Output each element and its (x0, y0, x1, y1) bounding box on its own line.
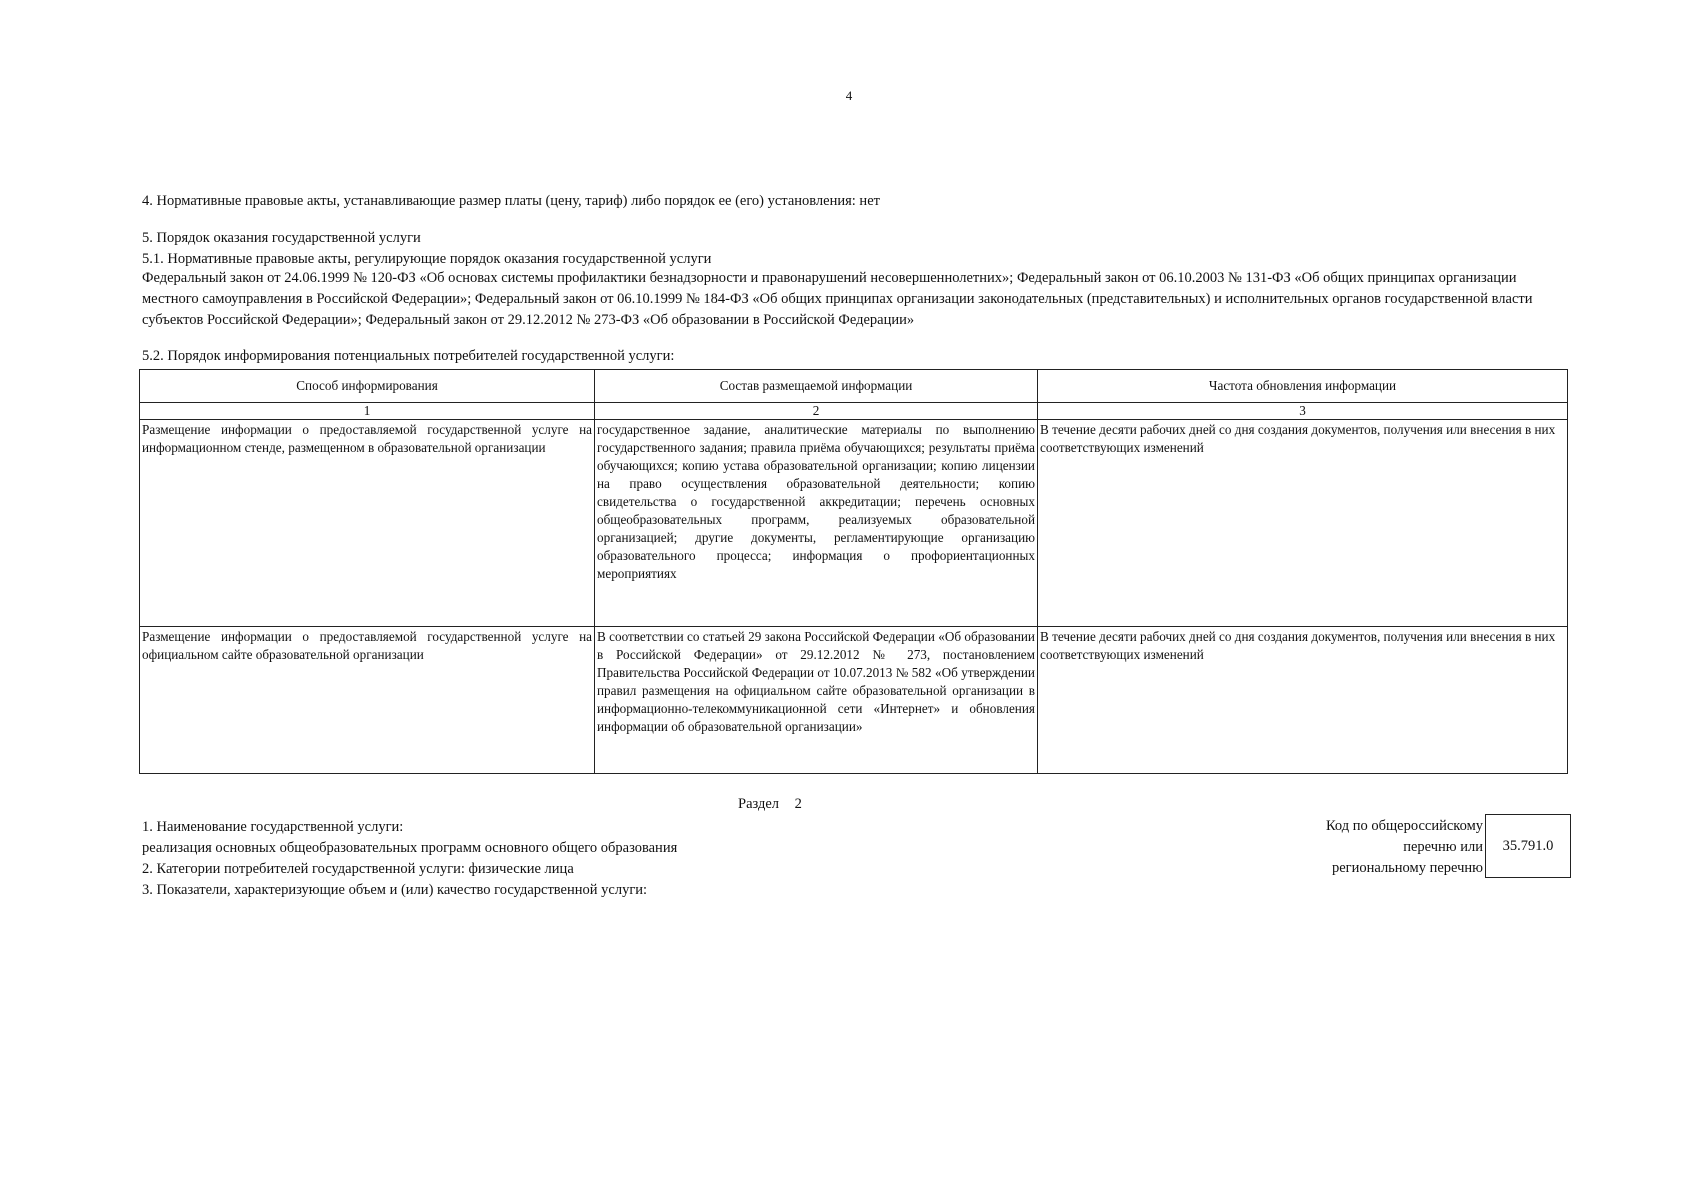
row-frequency: В течение десяти рабочих дней со дня создания документов, получения или внесения в них соответствующих изменений (1038, 627, 1568, 774)
code-label (1326, 816, 1483, 879)
code-label-line: перечню или (1403, 839, 1483, 855)
row-frequency: В течение десяти рабочих дней со дня создания документов, получения или внесения в них соответствующих изменений (1038, 420, 1568, 627)
item-5-2-heading: 5.2. Порядок информирования потенциальных потребителей государственной услуги: (142, 348, 675, 364)
header-method: Способ информирования (140, 370, 595, 403)
table-row (140, 420, 1568, 627)
column-number: 1 (140, 403, 595, 420)
row-method: Размещение информации о предоставляемой государственной услуге на информационном стенде, размещенном в образовательной организации (140, 420, 595, 627)
informing-table (139, 369, 1568, 774)
row-content: В соответствии со статьей 29 закона Российской Федерации «Об образовании в Российской Федерации» от 29.12.2012 № 273, постановлением Правительства Российской Федерации от 10.07.2013 № 582 «Об утверждении правил размещения на официальном сайте образовательной организации в информационно-телекоммуникационной сети «Интернет» и обновления информации об образовательной организации» (595, 627, 1038, 774)
s2-service-name: реализация основных общеобразовательных программ основного общего образования (142, 840, 678, 856)
item-5-heading: 5. Порядок оказания государственной услуги (142, 230, 421, 246)
column-number: 3 (1038, 403, 1568, 420)
s2-item-1-heading: 1. Наименование государственной услуги: (142, 819, 404, 835)
column-number: 2 (595, 403, 1038, 420)
row-method: Размещение информации о предоставляемой государственной услуге на официальном сайте образовательной организации (140, 627, 595, 774)
header-content: Состав размещаемой информации (595, 370, 1038, 403)
table-row (140, 627, 1568, 774)
item-5-1-heading: 5.1. Нормативные правовые акты, регулирующие порядок оказания государственной услуги (142, 251, 712, 267)
code-label-line: Код по общероссийскому (1325, 818, 1483, 834)
s2-item-3-indicators: 3. Показатели, характеризующие объем и (или) качество государственной услуги: (142, 882, 648, 898)
code-value: 35.791.0 (1502, 837, 1554, 854)
section-number: 2 (794, 796, 802, 812)
laws-paragraph: Федеральный закон от 24.06.1999 № 120-ФЗ «Об основах системы профилактики безнадзорности и правонарушений несовершеннолетних»; Федеральный закон от 06.10.2003 № 131-ФЗ «Об общих принципах организации местного самоуправления в Российской Федерации»; Федеральный закон от 06.10.1999 № 184-ФЗ «Об общих принципах организации законодательных (представительных) и исполнительных органов государственной власти субъектов Российской Федерации»; Федеральный закон от 29.12.2012 № 273-ФЗ «Об образовании в Российской Федерации» (142, 270, 1533, 328)
item-4-fee-acts: 4. Нормативные правовые акты, устанавливающие размер платы (цену, тариф) либо порядок ее (его) установления: нет (142, 193, 880, 209)
section-label: Раздел (738, 796, 780, 812)
s2-item-2-consumers: 2. Категории потребителей государственной услуги: физические лица (142, 861, 574, 877)
code-label-line: региональному перечню (1331, 860, 1483, 876)
code-value-box (1485, 814, 1571, 878)
page-number: 4 (845, 88, 853, 103)
header-frequency: Частота обновления информации (1038, 370, 1568, 403)
row-content: государственное задание, аналитические материалы по выполнению государственного задания; правила приёма обучающихся; результаты приёма обучающихся; копию устава образовательной организации; копию лицензии на право осуществления образовательной деятельности; копию свидетельства о государственной аккредитации; перечень основных общеобразовательных программ, реализуемых образовательной организацией; другие документы, регламентирующие организацию образовательного процесса; информация о профориентационных мероприятиях (595, 420, 1038, 627)
section-heading (738, 796, 802, 813)
